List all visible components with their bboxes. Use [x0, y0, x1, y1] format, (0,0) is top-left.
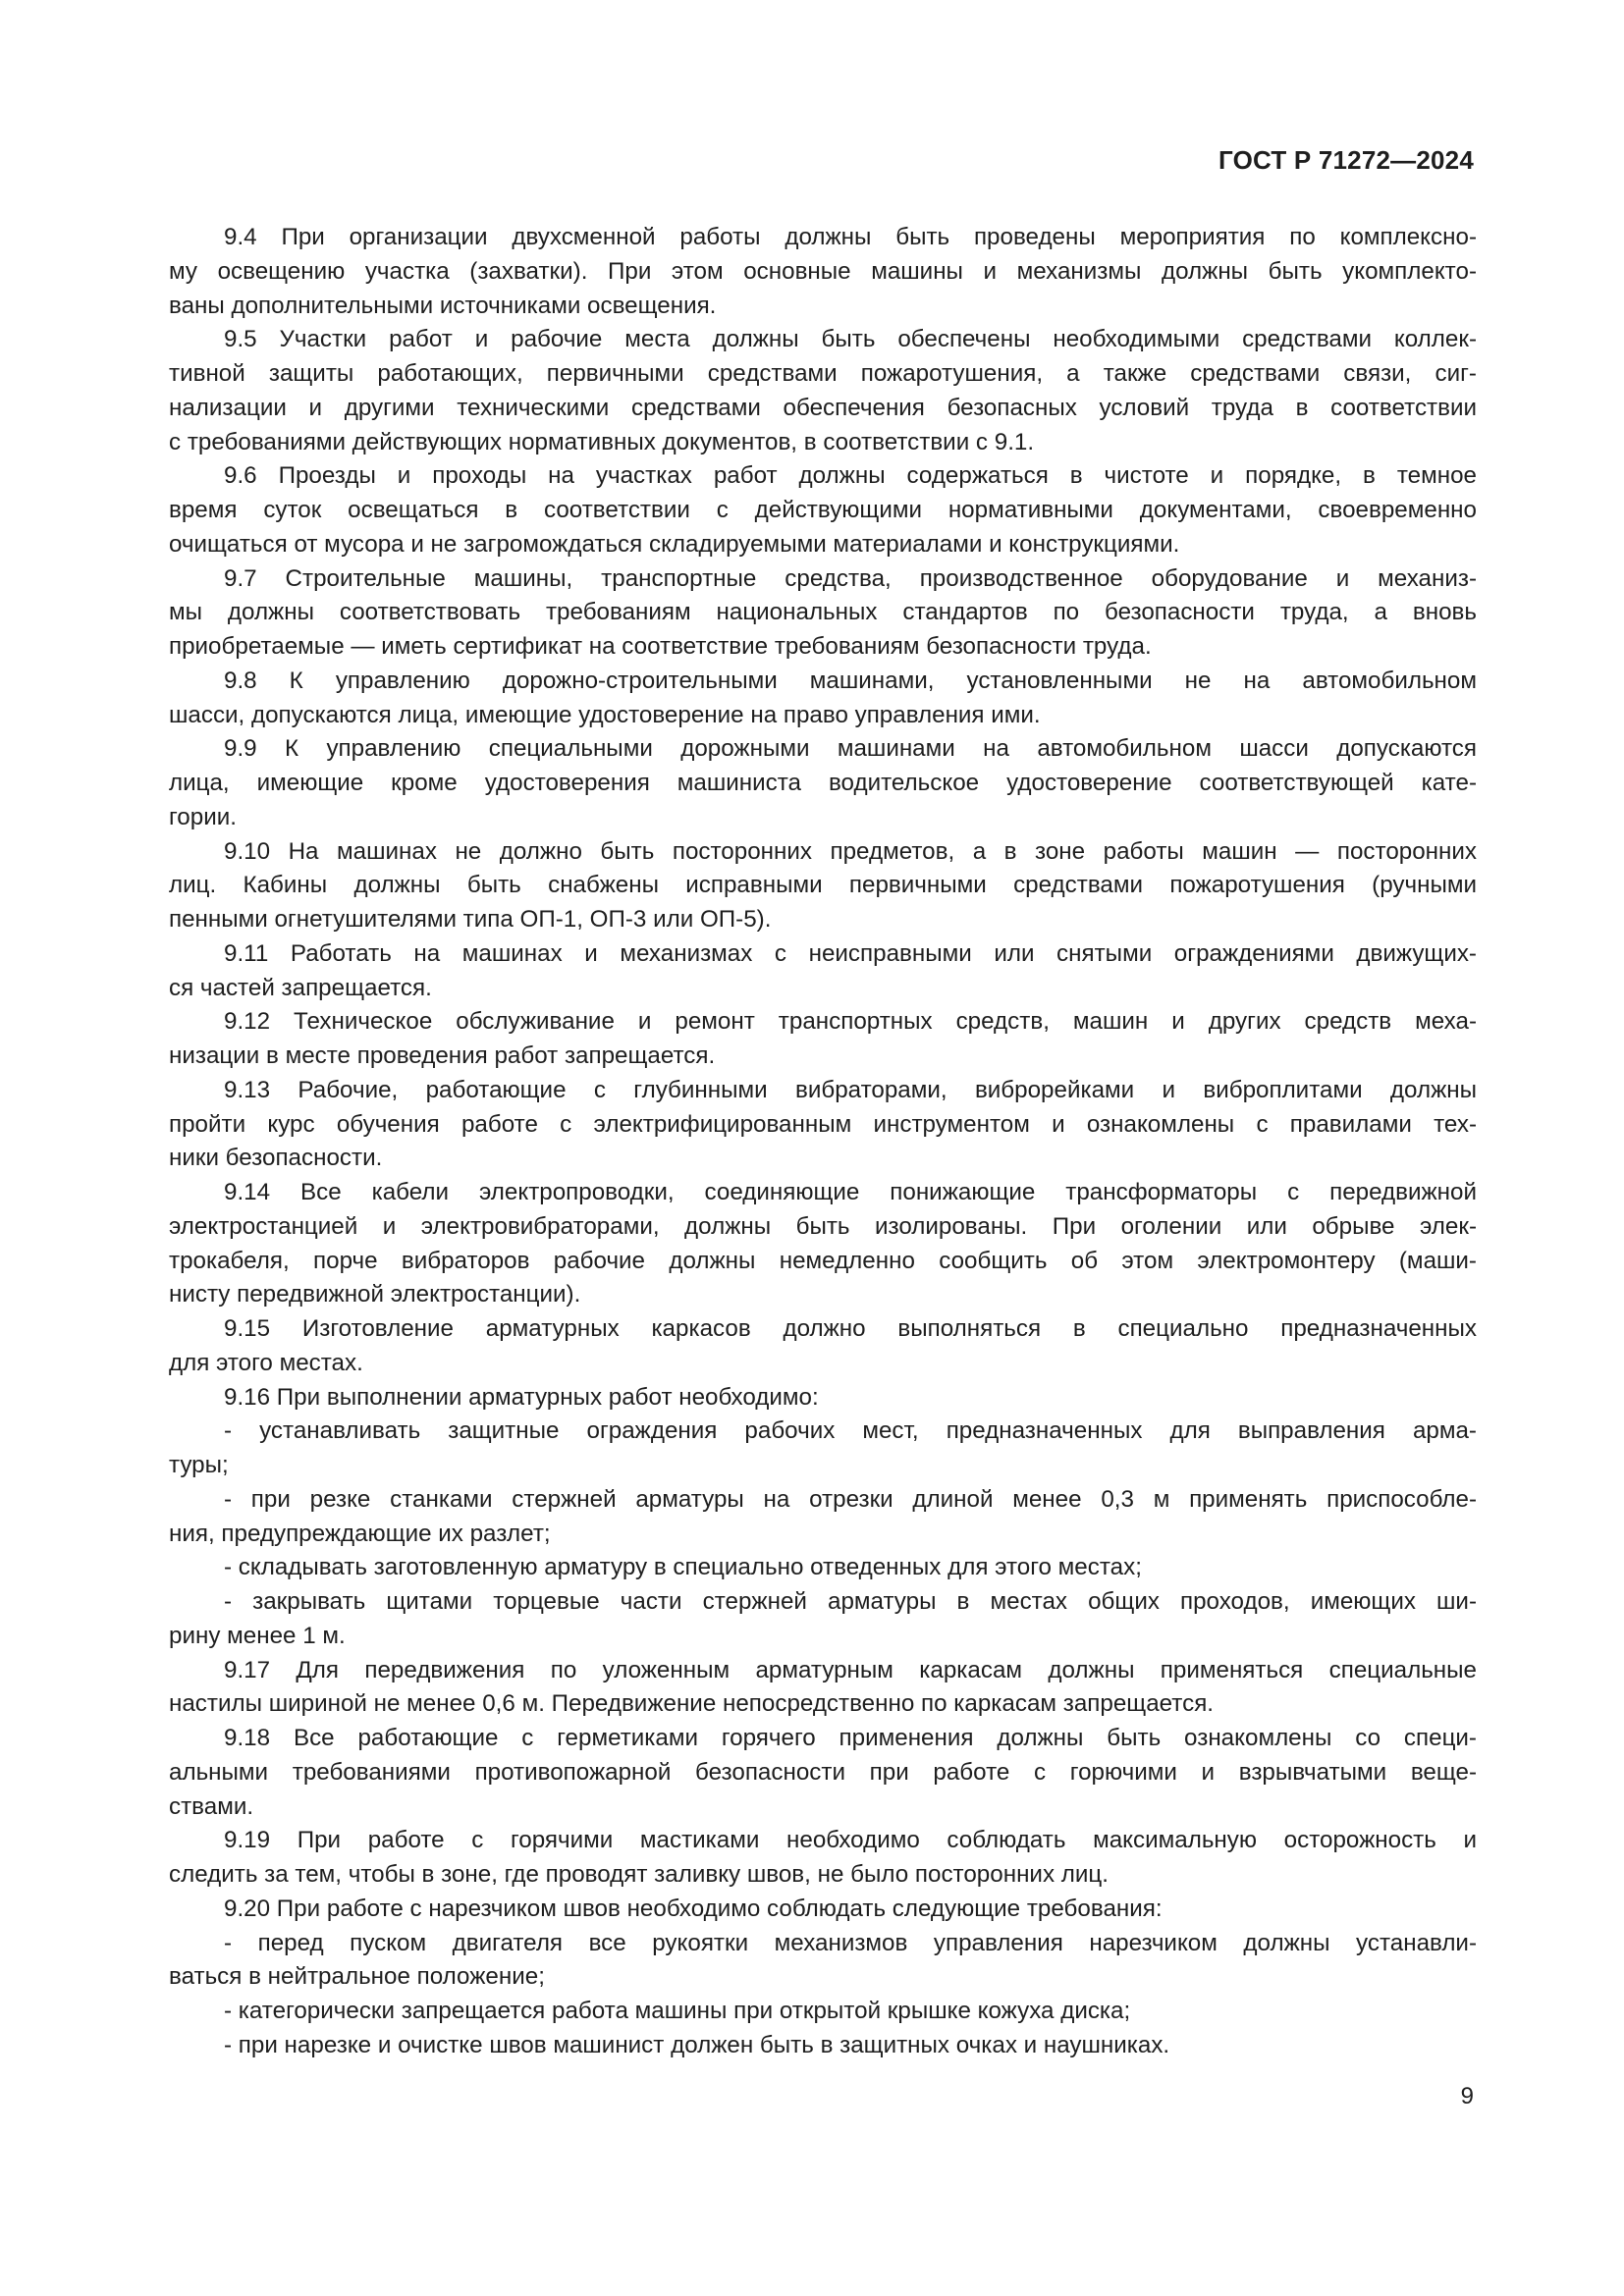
- text-line: - устанавливать защитные ограждения рабочих мест, предназначенных для выправления арма-: [224, 1417, 1477, 1445]
- text-line: тивной защиты работающих, первичными средствами пожаротушения, а также средствами связи, сиг-: [169, 360, 1477, 387]
- text-line: настилы шириной не менее 0,6 м. Передвижение непосредственно по каркасам запрещается.: [169, 1690, 1215, 1718]
- text-line: мы должны соответствовать требованиям национальных стандартов по безопасности труда, а вновь: [169, 599, 1477, 626]
- text-line: с требованиями действующих нормативных документов, в соответствии с 9.1.: [169, 428, 1035, 455]
- page-number: 9: [1460, 2083, 1474, 2109]
- text-line: ваны дополнительными источниками освещения.: [169, 292, 717, 319]
- text-line: 9.11 Работать на машинах и механизмах с неисправными или снятыми ограждениями движущих-: [224, 939, 1477, 967]
- text-line: пенными огнетушителями типа ОП-1, ОП-3 или ОП-5).: [169, 906, 772, 933]
- text-line: 9.17 Для передвижения по уложенным арматурным каркасам должны применяться специальные: [224, 1656, 1477, 1683]
- text-line: следить за тем, чтобы в зоне, где проводят заливку швов, не было посторонних лиц.: [169, 1861, 1109, 1888]
- text-line: лица, имеющие кроме удостоверения машиниста водительское удостоверение соответствующей кате-: [169, 770, 1477, 796]
- text-line: - перед пуском двигателя все рукоятки механизмов управления нарезчиком должны устанавли-: [224, 1929, 1477, 1956]
- text-line: нализации и другими техническими средствами обеспечения безопасных условий труда в соответствии: [169, 394, 1477, 421]
- text-line: - закрывать щитами торцевые части стержней арматуры в местах общих проходов, имеющих ши-: [224, 1588, 1477, 1615]
- text-line: ся частей запрещается.: [169, 974, 432, 1001]
- text-line: очищаться от мусора и не загромождаться складируемыми материалами и конструкциями.: [169, 530, 1180, 558]
- text-line: му освещению участка (захватки). При этом основные машины и механизмы должны быть укомплекто-: [169, 257, 1477, 285]
- text-line: шасси, допускаются лица, имеющие удостоверение на право управления ими.: [169, 701, 1041, 728]
- text-line: 9.5 Участки работ и рабочие места должны быть обеспечены необходимыми средствами коллек-: [224, 326, 1477, 353]
- text-line: - при нарезке и очистке швов машинист должен быть в защитных очках и наушниках.: [224, 2031, 1170, 2058]
- document-body: [169, 221, 1477, 2063]
- text-line: нисту передвижной электростанции).: [169, 1281, 581, 1308]
- text-line: ния, предупреждающие их разлет;: [169, 1520, 551, 1547]
- text-line: низации в месте проведения работ запрещается.: [169, 1042, 716, 1069]
- text-line: лиц. Кабины должны быть снабжены исправными первичными средствами пожаротушения (ручными: [169, 872, 1477, 899]
- text-line: 9.6 Проезды и проходы на участках работ должны содержаться в чистоте и порядке, в темное: [224, 462, 1477, 490]
- text-line: трокабеля, порче вибраторов рабочие должны немедленно сообщить об этом электромонтеру (маши-: [169, 1247, 1477, 1274]
- text-line: - при резке станками стержней арматуры на отрезки длиной менее 0,3 м применять приспособле-: [224, 1485, 1477, 1513]
- text-line: 9.19 При работе с горячими мастиками необходимо соблюдать максимальную осторожность и: [224, 1827, 1477, 1854]
- text-line: туры;: [169, 1452, 229, 1478]
- text-line: 9.20 При работе с нарезчиком швов необходимо соблюдать следующие требования:: [224, 1895, 1163, 1922]
- text-line: рину менее 1 м.: [169, 1622, 346, 1649]
- text-line: 9.13 Рабочие, работающие с глубинными вибраторами, виброрейками и виброплитами должны: [224, 1076, 1477, 1103]
- text-line: 9.10 На машинах не должно быть посторонних предметов, а в зоне работы машин — посторонних: [224, 837, 1477, 865]
- text-line: 9.16 При выполнении арматурных работ необходимо:: [224, 1383, 819, 1411]
- text-line: 9.12 Техническое обслуживание и ремонт транспортных средств, машин и других средств меха-: [224, 1008, 1477, 1036]
- text-line: пройти курс обучения работе с электрифицированным инструментом и ознакомлены с правилами тех-: [169, 1110, 1477, 1138]
- text-line: 9.14 Все кабели электропроводки, соединяющие понижающие трансформаторы с передвижной: [224, 1179, 1477, 1205]
- text-line: ваться в нейтральное положение;: [169, 1963, 545, 1991]
- text-line: 9.18 Все работающие с герметиками горячего применения должны быть ознакомлены со специ-: [224, 1725, 1477, 1751]
- text-line: - складывать заготовленную арматуру в специально отведенных для этого местах;: [224, 1554, 1142, 1581]
- text-line: 9.8 К управлению дорожно-строительными машинами, установленными не на автомобильном: [224, 667, 1477, 694]
- text-line: 9.9 К управлению специальными дорожными машинами на автомобильном шасси допускаются: [224, 735, 1477, 763]
- text-line: приобретаемые — иметь сертификат на соответствие требованиям безопасности труда.: [169, 633, 1152, 660]
- text-line: время суток освещаться в соответствии с действующими нормативными документами, своевременно: [169, 497, 1477, 523]
- text-line: - категорически запрещается работа машины при открытой крышке кожуха диска;: [224, 1998, 1131, 2024]
- text-line: 9.15 Изготовление арматурных каркасов должно выполняться в специально предназначенных: [224, 1315, 1477, 1342]
- text-line: для этого местах.: [169, 1349, 363, 1376]
- text-line: альными требованиями противопожарной безопасности при работе с горючими и взрывчатыми веще-: [169, 1758, 1477, 1786]
- document-header: ГОСТ Р 71272—2024: [1218, 145, 1474, 175]
- text-line: гории.: [169, 803, 237, 830]
- text-line: ствами.: [169, 1792, 254, 1820]
- text-line: электростанцией и электровибраторами, должны быть изолированы. При оголении или обрыве элек-: [169, 1212, 1477, 1240]
- text-line: ники безопасности.: [169, 1145, 383, 1172]
- text-line: 9.7 Строительные машины, транспортные средства, производственное оборудование и механиз-: [224, 564, 1477, 592]
- text-line: 9.4 При организации двухсменной работы должны быть проведены мероприятия по комплексно-: [224, 224, 1477, 250]
